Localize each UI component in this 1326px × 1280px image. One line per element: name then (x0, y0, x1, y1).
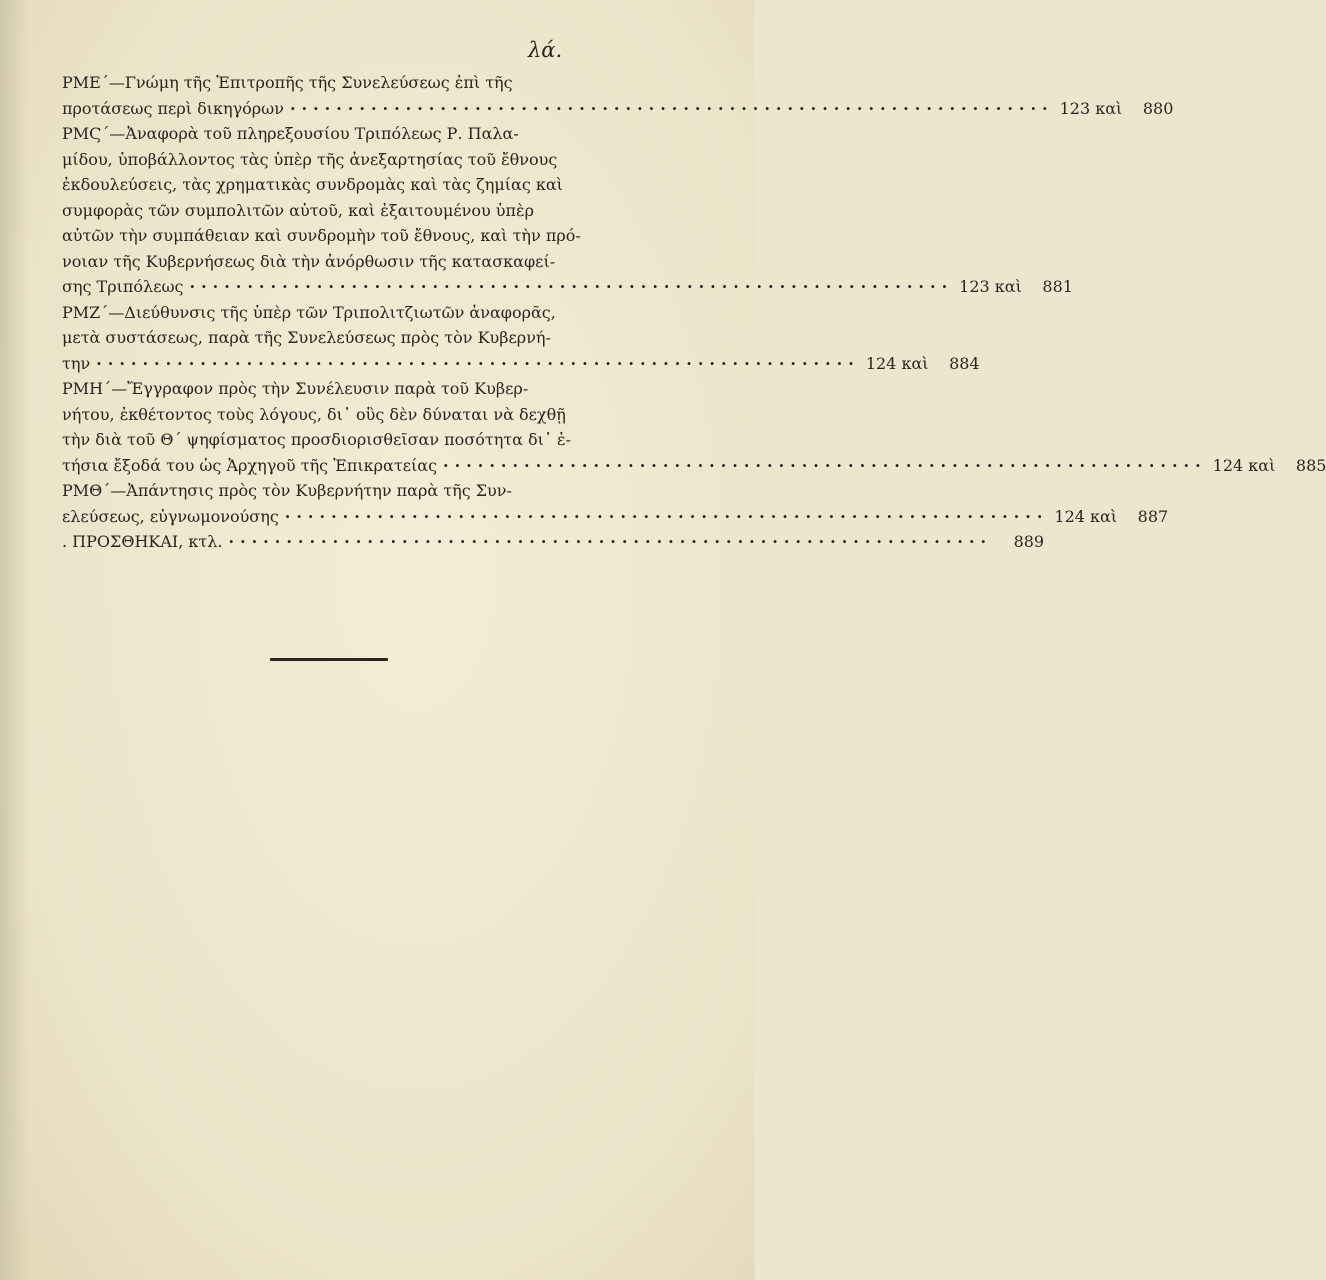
page-folio: λά. (528, 38, 563, 62)
page-ref-last: 889 (1013, 532, 1045, 551)
page-gutter-shadow (0, 0, 28, 1280)
toc-entry-leader-line (62, 274, 1073, 300)
toc-entry-line: νήτου, ἐκθέτοντος τοὺς λόγους, δι᾽ οὓς δὲν δύναται νὰ δεχθῇ (62, 404, 566, 424)
toc-entry-text: ελεύσεως, εὐγνωμονούσης (62, 506, 279, 526)
dot-leader: ·································································· (228, 532, 993, 551)
toc-entry-line: ΡΜΘ΄—Ἀπάντησις πρὸς τὸν Κυβερνήτην παρὰ τῆς Συν- (62, 481, 512, 500)
page-ref: 124 καὶ (1054, 506, 1118, 526)
toc-entry-rmth (62, 478, 1169, 529)
toc-entry-line: αὐτῶν τὴν συμπάθειαν καὶ συνδρομὴν τοῦ ἔθνους, καὶ τὴν πρό- (62, 226, 581, 245)
toc-entry-pages (866, 351, 980, 377)
table-of-contents (62, 70, 1326, 555)
toc-entry-leader-line (62, 504, 1169, 530)
toc-entry-leader-line (62, 351, 980, 377)
toc-entry-pages (998, 529, 1044, 555)
toc-entry-rmz (62, 300, 980, 377)
toc-entry-line: ΡΜΖ΄—Διεύθυνσις τῆς ὑπὲρ τῶν Τριπολιτζιωτῶν ἀναφορᾶς, (62, 302, 556, 322)
dot-leader: ·································································· (284, 506, 1049, 526)
toc-entry-line: τὴν διὰ τοῦ Θ΄ ψηφίσματος προσδιορισθεῖσαν ποσότητα δι᾽ ἐ- (62, 430, 572, 449)
page-ref-last: 887 (1137, 506, 1169, 526)
toc-entry-pages (959, 274, 1073, 300)
dot-leader: ·································································· (289, 98, 1054, 118)
page-ref: 124 καὶ (1212, 455, 1276, 475)
toc-entry-text: την (62, 353, 91, 373)
toc-entry-text: . ΠΡΟΣΘΗΚΑΙ, κτλ. (62, 532, 223, 551)
toc-entry-line: μίδου, ὑποβάλλοντος τὰς ὑπὲρ τῆς ἀνεξαρτησίας τοῦ ἔθνους (62, 149, 558, 169)
toc-entry-line: νοιαν τῆς Κυβερνήσεως διὰ τὴν ἀνόρθωσιν τῆς κατασκαφεί- (62, 251, 556, 271)
toc-entry-leader-line (62, 529, 1045, 555)
toc-entry-pages (1213, 453, 1326, 479)
toc-entry-rme (62, 70, 1174, 121)
toc-entry-line: ΡΜΕ΄—Γνώμη τῆς Ἐπιτροπῆς τῆς Συνελεύσεως ἐπὶ τῆς (62, 73, 513, 92)
toc-entry-text: προτάσεως περὶ δικηγόρων (62, 98, 284, 118)
dot-leader: ·································································· (189, 277, 954, 296)
toc-entry-text: τήσια ἔξοδά του ὡς Ἀρχηγοῦ τῆς Ἐπικρατείας (62, 455, 438, 475)
toc-entry-leader-line (62, 96, 1174, 122)
dot-leader: ·································································· (443, 455, 1207, 475)
page-ref-last: 881 (1042, 277, 1073, 296)
toc-entry-line: μετὰ συστάσεως, παρὰ τῆς Συνελεύσεως πρὸς τὸν Κυβερνή- (62, 328, 551, 347)
page-ref: 123 καὶ (1059, 98, 1123, 118)
page-ref-last: 880 (1142, 98, 1174, 118)
toc-entry-prosthikai (62, 529, 1045, 555)
toc-entry-rmh (62, 376, 1326, 478)
page-ref: 124 καὶ (865, 353, 929, 373)
toc-entry-text: σης Τριπόλεως (62, 277, 184, 296)
end-rule-divider (270, 658, 388, 661)
toc-entry-leader-line (62, 453, 1326, 479)
page-ref: 123 καὶ (959, 277, 1022, 296)
toc-entry-line: ἐκδουλεύσεις, τὰς χρηματικὰς συνδρομὰς καὶ τὰς ζημίας καὶ (62, 175, 563, 194)
toc-entry-pages (1054, 504, 1168, 530)
toc-entry-line: συμφορὰς τῶν συμπολιτῶν αὐτοῦ, καὶ ἐξαιτουμένου ὑπὲρ (62, 200, 535, 220)
toc-entry-rms (62, 121, 1073, 300)
toc-entry-pages (1060, 96, 1174, 122)
dot-leader: ·································································· (96, 353, 860, 373)
page-ref-last: 885 (1295, 455, 1326, 475)
toc-entry-line: ΡΜϚ΄—Ἀναφορὰ τοῦ πληρεξουσίου Τριπόλεως Ρ. Παλα- (62, 124, 519, 143)
page-ref-last: 884 (949, 353, 980, 373)
toc-entry-line: ΡΜΗ΄—Ἔγγραφον πρὸς τὴν Συνέλευσιν παρὰ τοῦ Κυβερ- (62, 379, 529, 398)
